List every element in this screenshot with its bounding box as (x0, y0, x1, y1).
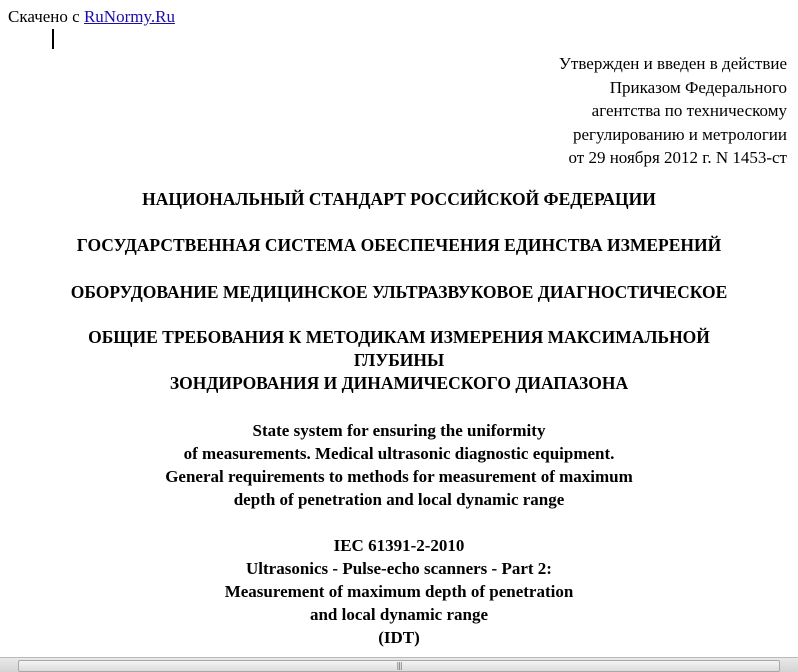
english-title-line: of measurements. Medical ultrasonic diagnostic equipment. (183, 444, 615, 463)
iec-line: Measurement of maximum depth of penetration (224, 582, 574, 601)
text-cursor (52, 29, 54, 49)
english-title-line: depth of penetration and local dynamic range (233, 490, 565, 509)
scrollbar-thumb[interactable] (18, 660, 780, 672)
requirements-heading-line: ЗОНДИРОВАНИЯ И ДИНАМИЧЕСКОГО ДИАПАЗОНА (169, 373, 629, 393)
grip-icon: ||| (396, 661, 402, 670)
approval-line: Приказом Федерального (609, 77, 787, 97)
approval-line: от 29 ноября 2012 г. N 1453-ст (568, 148, 787, 167)
english-title-line: General requirements to methods for measurement of maximum (165, 467, 633, 486)
requirements-heading-line: ГЛУБИНЫ (353, 350, 445, 370)
iec-line: Ultrasonics - Pulse-echo scanners - Part 2: (246, 559, 552, 578)
english-title-line: State system for ensuring the uniformity (252, 421, 546, 440)
measurement-system-heading: ГОСУДАРСТВЕННАЯ СИСТЕМА ОБЕСПЕЧЕНИЯ ЕДИНСТВА ИЗМЕРЕНИЙ (76, 235, 722, 255)
approval-line: Утвержден и введен в действие (558, 54, 787, 73)
iec-line: IEC 61391-2-2010 (333, 536, 465, 555)
requirements-heading-line: ОБЩИЕ ТРЕБОВАНИЯ К МЕТОДИКАМ ИЗМЕРЕНИЯ МАКСИМАЛЬНОЙ (88, 327, 710, 347)
national-standard-heading: НАЦИОНАЛЬНЫЙ СТАНДАРТ РОССИЙСКОЙ ФЕДЕРАЦИИ (142, 189, 656, 209)
iec-line: (IDT) (378, 628, 420, 647)
equipment-heading: ОБОРУДОВАНИЕ МЕДИЦИНСКОЕ УЛЬТРАЗВУКОВОЕ ДИАГНОСТИЧЕСКОЕ (70, 282, 728, 302)
requirements-heading (0, 326, 798, 395)
approval-line: агентства по техническому (591, 101, 787, 120)
horizontal-scrollbar[interactable] (0, 657, 798, 672)
approval-line: регулированию и метрологии (572, 124, 787, 144)
source-link[interactable]: RuNormy.Ru (83, 7, 175, 26)
source-prefix: Скачено с (8, 7, 80, 26)
iec-reference (0, 534, 798, 649)
approval-block (559, 52, 787, 170)
iec-line: and local dynamic range (309, 605, 489, 624)
source-line (8, 7, 175, 27)
english-title (0, 419, 798, 511)
